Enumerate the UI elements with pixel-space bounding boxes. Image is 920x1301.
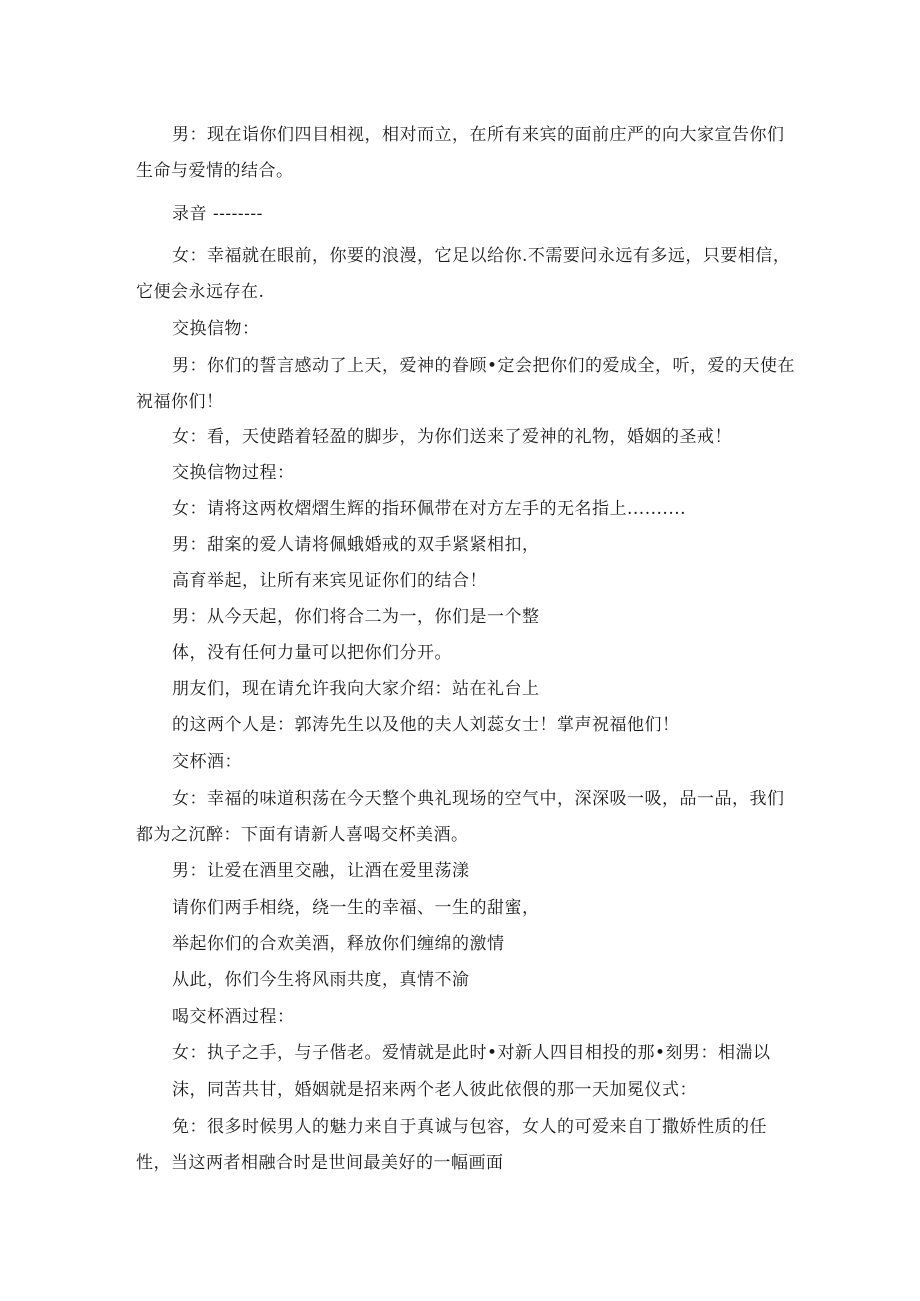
text-line: 女：执子之手，与子偕老。爱情就是此时•对新人四目相投的那•刻男：相湍以 <box>172 1043 771 1063</box>
text-line: 生命与爱情的结合。 <box>136 161 294 181</box>
text-line: 男：让爱在酒里交融，让酒在爱里荡漾 <box>172 861 470 881</box>
text-line: 男：从今天起，你们将合二为一，你们是一个整 <box>172 607 540 627</box>
text-line: 男：你们的誓言感动了上天，爱神的眷顾•定会把你们的爱成全，听，爱的天使在 <box>172 356 796 376</box>
text-line: 祝福你们！ <box>136 392 224 412</box>
section-label: 喝交杯酒过程： <box>172 1007 295 1027</box>
section-label: 录音 -------- <box>172 204 263 224</box>
text-line: 性，当这两者相融合时是世间最美好的一幅画面 <box>136 1153 504 1173</box>
text-line: 请你们两手相绕，绕一生的幸福、一生的甜蜜， <box>172 898 540 918</box>
text-line: 举起你们的合欢美酒，释放你们缠绵的激情 <box>172 934 505 954</box>
text-line: 朋友们，现在请允许我向大家介绍：站在礼台上 <box>172 679 540 699</box>
text-line: 都为之沉醉：下面有请新人喜喝交杯美酒。 <box>136 825 469 845</box>
text-line: 女：幸福的味道积荡在今天整个典礼现场的空气中，深深吸一吸，品一品，我们 <box>172 789 785 809</box>
text-line: 男：甜案的爱人请将佩蛾婚戒的双手紧紧相扣， <box>172 535 540 555</box>
text-line: 女：请将这两枚熠熠生辉的指环佩带在对方左手的无名指上.......... <box>172 499 687 519</box>
text-line: 高育举起，让所有来宾见证你们的结合！ <box>172 571 487 591</box>
text-line: 女：看，天使踏着轻盈的脚步，为你们送来了爱神的礼物，婚姻的圣戒！ <box>172 427 732 447</box>
text-line: 它便会永远存在. <box>136 282 265 302</box>
text-line: 的这两个人是：郭涛先生以及他的夫人刘蕊女士！掌声祝福他们！ <box>172 715 680 735</box>
section-label: 交换信物： <box>172 319 260 339</box>
text-line: 男：现在诣你们四目相视，相对而立，在所有来宾的面前庄严的向大家宣告你们 <box>172 125 785 145</box>
text-line: 沫，同苦共甘，婚姻就是招来两个老人彼此依偎的那一天加冕仪式： <box>172 1080 697 1100</box>
text-line: 从此，你们今生将风雨共度，真情不渝 <box>172 970 470 990</box>
text-line: 体，没有任何力量可以把你们分开。 <box>172 643 452 663</box>
section-label: 交杯酒： <box>172 752 242 772</box>
text-line: 免：很多时候男人的魅力来自于真诚与包容，女人的可爱来自丁撒娇性质的任 <box>172 1117 767 1137</box>
text-line: 女：幸福就在眼前，你要的浪漫，它足以给你.不需要问永远有多远，只要相信， <box>172 246 791 266</box>
section-label: 交换信物过程： <box>172 463 295 483</box>
